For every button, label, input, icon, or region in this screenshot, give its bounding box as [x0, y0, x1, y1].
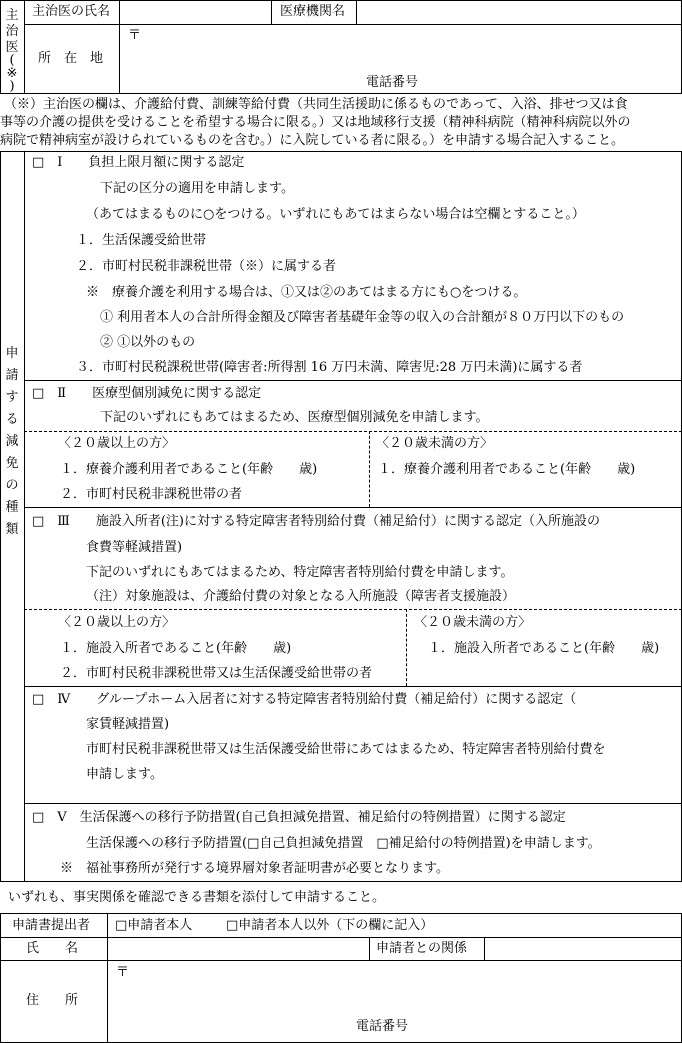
reduction-side-label: 申 請 す る 減 免 の 種 類: [5, 346, 19, 537]
sec2-left-head: 〈２０歳以上の方〉: [58, 436, 176, 451]
sec2-left1[interactable]: １．療養介護利用者であること(年齢 歳): [60, 462, 318, 477]
submitter-name-label: 氏 名: [26, 941, 79, 956]
sec3-right-head: 〈２０歳未満の方〉: [414, 615, 532, 630]
sec3-right1[interactable]: １．施設入所者であること(年齢 歳): [428, 641, 660, 656]
doctor-side-label: 主 治 医 ( ※ ): [5, 8, 19, 94]
sec3-left-head: 〈２０歳以上の方〉: [58, 615, 176, 630]
sec2-checkbox-title[interactable]: □ Ⅱ 医療型個別減免に関する認定: [32, 386, 262, 401]
sec1-option3[interactable]: ３．市町村民税課税世帯(障害者:所得割 16 万円未満、障害児:28 万円未満)に属する者: [76, 360, 583, 375]
sec1-checkbox-title[interactable]: □ Ⅰ 負担上限月額に関する認定: [32, 155, 245, 170]
sec4-line2: 市町村民税非課税世帯又は生活保護受給世帯にあてはまるため、特定障害者特別給付費を: [86, 742, 606, 757]
doctor-phone-label: 電話番号: [366, 75, 419, 90]
sec2-right-head: 〈２０歳未満の方〉: [376, 436, 494, 451]
attach-note: いずれも、事実関係を確認できる書類を添付して申請すること。: [8, 890, 386, 905]
sec1-option1[interactable]: １．生活保護受給世帯: [76, 233, 207, 248]
submitter-self-option[interactable]: □申請者本人: [115, 918, 193, 933]
sec1-line2: （あてはまるものに○をつける。いずれにもあてはまらない場合は空欄とすること。）: [86, 207, 585, 222]
doctor-note-line2: 事等の介護の提供を受けることを希望する場合に限る。）又は地域移行支援（精神科病院（精神科病院以外の: [0, 115, 631, 130]
sec3-left1[interactable]: １．施設入所者であること(年齢 歳): [60, 641, 292, 656]
submitter-address-label: 住 所: [26, 993, 79, 1008]
sec1-note: ※ 療養介護を利用する場合は、①又は②のあてはまる方にも○をつける。: [86, 285, 527, 300]
sec3-checkbox-title[interactable]: □ Ⅲ 施設入所者(注)に対する特定障害者特別給付費（補足給付）に関する認定（入所施設の: [32, 514, 600, 529]
sec2-right1[interactable]: １．療養介護利用者であること(年齢 歳): [378, 462, 636, 477]
sec4-line3: 申請します。: [86, 767, 163, 782]
institution-field[interactable]: [357, 1, 680, 23]
submitter-phone-label: 電話番号: [356, 1019, 409, 1034]
doctor-note-line3: 病院で精神病室が設けられているものを含む。）に入院している者に限る。）を申請する場合記入すること。: [0, 133, 625, 148]
doctor-name-field[interactable]: [120, 1, 270, 23]
sec1-option2[interactable]: ２．市町村民税非課税世帯（※）に属する者: [76, 259, 337, 274]
sec3-line1: 食費等軽減措置): [86, 540, 183, 555]
sec5-line2: ※ 福祉事務所が発行する境界層対象者証明書が必要となります。: [60, 861, 449, 876]
sec5-checkbox-title[interactable]: □ Ⅴ 生活保護への移行予防措置(自己負担減免措置、補足給付の特例措置）に関する認定: [32, 810, 566, 825]
submitter-other-option[interactable]: □申請者本人以外（下の欄に記入）: [226, 918, 434, 933]
submitter-label: 申請書提出者: [12, 918, 91, 933]
sec2-line1: 下記のいずれにもあてはまるため、医療型個別減免を申請します。: [100, 410, 489, 425]
sec5-line1[interactable]: 生活保護への移行予防措置(□自己負担減免措置 □補足給付の特例措置)を申請します。: [86, 836, 601, 851]
sec2-left2[interactable]: ２．市町村民税非課税世帯の者: [60, 487, 243, 502]
sec1-line1: 下記の区分の適用を申請します。: [100, 181, 294, 196]
doctor-address-label: 所 在 地: [38, 51, 104, 66]
sec4-checkbox-title[interactable]: □ Ⅳ グループホーム入居者に対する特定障害者特別給付費（補足給付）に関する認定（: [32, 692, 577, 707]
doctor-name-label: 主治医の氏名: [32, 4, 111, 19]
sec4-line1: 家賃軽減措置): [86, 717, 170, 732]
doctor-postal-mark: 〒: [128, 28, 142, 43]
sec1-subopt1[interactable]: ① 利用者本人の合計所得金額及び障害者基礎年金等の収入の合計額が８０万円以下のもの: [100, 310, 625, 325]
relation-field[interactable]: [485, 938, 680, 959]
sec3-line2: 下記のいずれにもあてはまるため、特定障害者特別給付費を申請します。: [86, 565, 514, 580]
relation-label: 申請者との関係: [376, 941, 468, 956]
submitter-name-field[interactable]: [108, 938, 368, 959]
sec1-subopt2[interactable]: ② ①以外のもの: [100, 335, 196, 350]
sec3-line3: （注）対象施設は、介護給付費の対象となる入所施設（障害者支援施設）: [86, 589, 516, 604]
institution-label: 医療機関名: [280, 4, 346, 19]
submitter-postal-mark: 〒: [116, 965, 130, 980]
sec3-left2[interactable]: ２．市町村民税非課税世帯又は生活保護受給世帯の者: [60, 666, 373, 681]
doctor-note-line1: （※）主治医の欄は、介護給付費、訓練等給付費（共同生活援助に係るものであって、入浴、排せつ又は食: [4, 97, 628, 112]
